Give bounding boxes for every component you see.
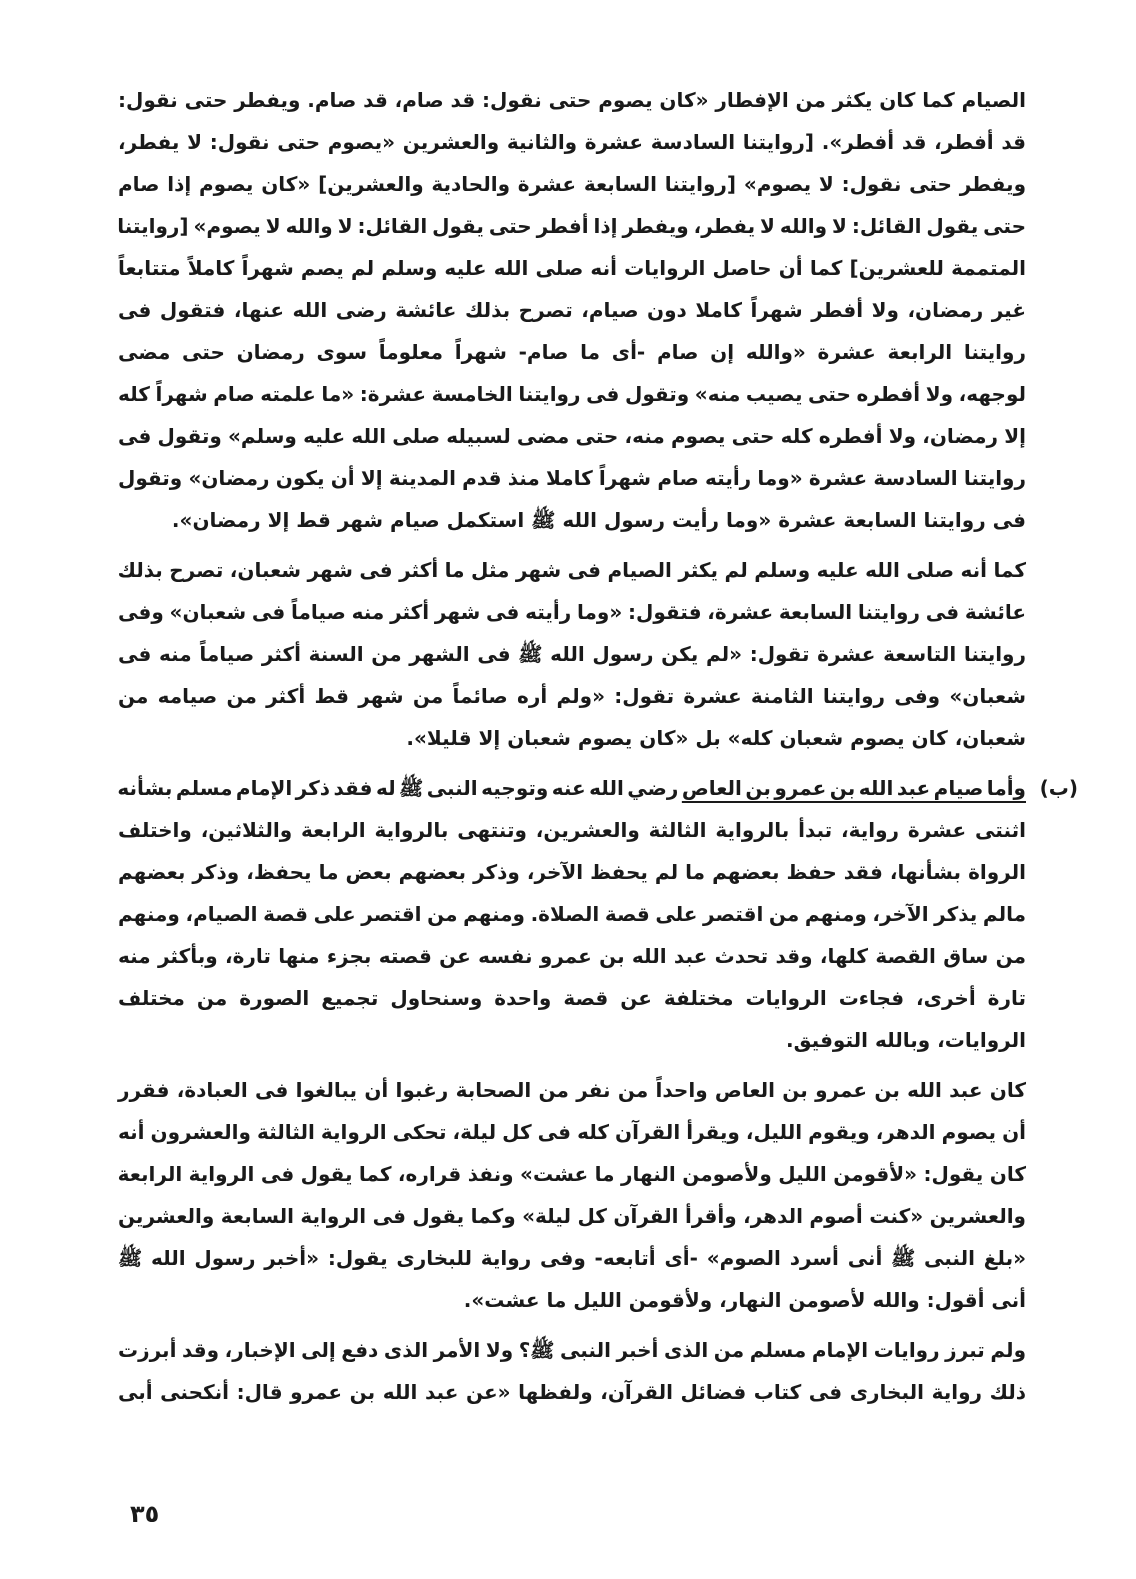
paragraph-3 (117, 767, 1078, 1061)
text-line: عائشة فى روايتنا السابعة عشرة، فتقول: «وما رأيته فى شهر أكثر منه صياماً فى شعبان» وفى (118, 600, 1026, 624)
text-line: كان عبد الله بن عمرو بن العاص واحداً من نفر من الصحابة رغبوا أن يبالغوا فى العبادة، فقرر (118, 1078, 1026, 1102)
text-line (118, 767, 1026, 809)
text-line: مالم يذكر الآخر، ومنهم من اقتصر على قصة الصلاة. ومنهم من اقتصر على قصة الصيام، ومنهم (118, 902, 1026, 926)
text-line: أنى أقول: والله لأصومن النهار، ولأقومن الليل ما عشت». (463, 1288, 1026, 1312)
text-line: كما أنه صلى الله عليه وسلم لم يكثر الصيام فى شهر مثل ما أكثر فى شهر شعبان، تصرح بذلك (117, 558, 1026, 582)
page-number: ٣٥ (130, 1500, 160, 1528)
text-line: «بلغ النبى ﷺ أنى أسرد الصوم» -أى أتابعه- وفى رواية للبخارى يقول: «أخبر رسول الله ﷺ (118, 1246, 1026, 1270)
text-line: ويفطر حتى نقول: لا يصوم» [روايتنا السابعة عشرة والحادية والعشرين] «كان يصوم إذا صام (118, 172, 1026, 196)
text-line: لوجهه، ولا أفطره حتى يصيب منه» وتقول فى روايتنا الخامسة عشرة: «ما علمته صام شهراً كله (118, 382, 1026, 406)
paragraph-5 (118, 1329, 1026, 1413)
document-body (117, 79, 1078, 1421)
text-line: ذلك رواية البخارى فى كتاب فضائل القرآن، ولفظها «عن عبد الله بن عمرو قال: أنكحنى أبى (118, 1380, 1026, 1404)
paragraph-4 (118, 1069, 1026, 1321)
text-line: غير رمضان، ولا أفطر شهراً كاملا دون صيام، تصرح بذلك عائشة رضى الله عنها، فتقول فى (118, 298, 1026, 322)
text-line: اثنتى عشرة رواية، تبدأ بالرواية الثالثة والعشرين، وتنتهى بالرواية الرابعة والثلاثين، واختلف (118, 818, 1026, 842)
text-line: شعبان» وفى روايتنا الثامنة عشرة تقول: «ولم أره صائماً من شهر قط أكثر من صيامه من (118, 684, 1026, 708)
text-line: تارة أخرى، فجاءت الروايات مختلفة عن قصة واحدة وسنحاول تجميع الصورة من مختلف (118, 986, 1026, 1010)
text-line: شعبان، كان يصوم شعبان كله» بل «كان يصوم شعبان إلا قليلا». (406, 726, 1026, 750)
text-line: ولم تبرز روايات الإمام مسلم من الذى أخبر النبى ﷺ؟ ولا الأمر الذى دفع إلى الإخبار، وقد أبرزت (118, 1338, 1026, 1362)
text-line: روايتنا التاسعة عشرة تقول: «لم يكن رسول الله ﷺ فى الشهر من السنة أكثر صياماً منه فى (118, 642, 1026, 666)
text-line: فى روايتنا السابعة عشرة «وما رأيت رسول الله ﷺ استكمل صيام شهر قط إلا رمضان». (171, 508, 1026, 532)
text-line: قد أفطر، قد أفطر». [روايتنا السادسة عشرة والثانية والعشرين «يصوم حتى نقول: لا يفطر، (118, 130, 1026, 154)
text-line: الرواة بشأنها، فقد حفظ بعضهم ما لم يحفظ الآخر، وذكر بعضهم بعض ما يحفظ، وذكر بعضهم (118, 860, 1026, 884)
text-line: من ساق القصة كلها، وقد تحدث عبد الله بن عمرو نفسه عن قصته بجزء منها تارة، وبأكثر منه (118, 944, 1026, 968)
text-line: كان يقول: «لأقومن الليل ولأصومن النهار ما عشت» ونفذ قراره، كما يقول فى الرواية الرابعة (117, 1162, 1026, 1186)
text-line: أن يصوم الدهر، ويقوم الليل، ويقرأ القرآن كله فى كل ليلة، تحكى الرواية الثالثة والعشرون أنه (118, 1120, 1026, 1144)
text-line: روايتنا السادسة عشرة «وما رأيته صام شهراً كاملا منذ قدم المدينة إلا أن يكون رمضان» وتقول (118, 466, 1026, 490)
text-line: الصيام كما كان يكثر من الإفطار «كان يصوم حتى نقول: قد صام، قد صام. ويفطر حتى نقول: (118, 88, 1026, 112)
text-line: الروايات، وبالله التوفيق. (786, 1028, 1026, 1052)
section-marker: (ب) (1039, 776, 1078, 800)
text-line: روايتنا الرابعة عشرة «والله إن صام -أى ما صام- شهراً معلوماً سوى رمضان حتى مضى (118, 340, 1026, 364)
text-line: إلا رمضان، ولا أفطره كله حتى يصوم منه، حتى مضى لسبيله صلى الله عليه وسلم» وتقول فى (118, 424, 1026, 448)
text-line: حتى يقول القائل: لا والله لا يفطر، ويفطر إذا أفطر حتى يقول القائل: لا والله لا يصوم» [روايتنا (117, 214, 1026, 238)
paragraph-1 (118, 79, 1026, 541)
paragraph-2 (118, 549, 1026, 759)
text-line: والعشرين «كنت أصوم الدهر، وأقرأ القرآن كل ليلة» وكما يقول فى الرواية السابعة والعشرين (117, 1204, 1026, 1228)
text-line: المتممة للعشرين] كما أن حاصل الروايات أنه صلى الله عليه وسلم لم يصم شهراً كاملاً متتابعاً (118, 256, 1026, 280)
underlined-heading: وأما صيام عبد الله بن عمرو بن العاص (681, 776, 1026, 800)
text-span: رضي الله عنه وتوجيه النبى ﷺ له فقد ذكر الإمام مسلم بشأنه (117, 776, 682, 800)
